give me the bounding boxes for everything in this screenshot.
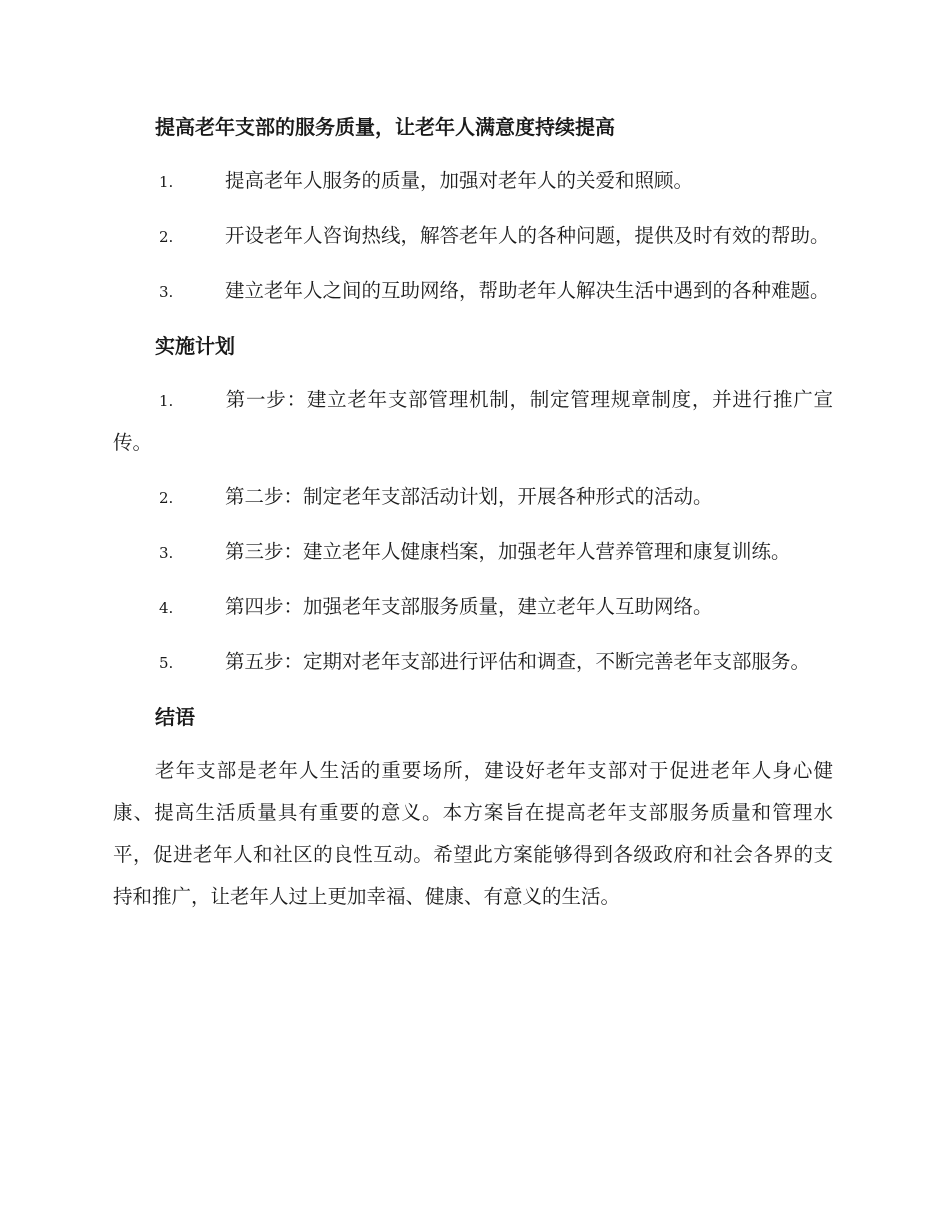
list-item-text: 第一步：建立老年支部管理机制，制定管理规章制度，并进行推广宣传。 xyxy=(113,388,833,454)
section-heading-implementation-plan: 实施计划 xyxy=(155,334,235,358)
list-item-number: 2. xyxy=(159,228,174,246)
list-item xyxy=(113,160,833,203)
list-item-number: 2. xyxy=(159,489,174,507)
list-item-text: 第三步：建立老年人健康档案，加强老年人营养管理和康复训练。 xyxy=(225,540,791,563)
list-item-text: 第四步：加强老年支部服务质量，建立老年人互助网络。 xyxy=(225,595,713,618)
list-item xyxy=(113,215,833,258)
list-item xyxy=(113,270,833,313)
list-item-text: 建立老年人之间的互助网络，帮助老年人解决生活中遇到的各种难题。 xyxy=(225,279,830,302)
section-heading-service-quality: 提高老年支部的服务质量，让老年人满意度持续提高 xyxy=(155,115,615,139)
document-page xyxy=(113,106,833,918)
list-item xyxy=(113,641,833,684)
list-item xyxy=(113,379,833,464)
list-item-number: 1. xyxy=(159,392,174,410)
conclusion-paragraph: 老年支部是老年人生活的重要场所，建设好老年支部对于促进老年人身心健康、提高生活质量具有重要的意义。本方案旨在提高老年支部服务质量和管理水平，促进老年人和社区的良性互动。希望此方案能够得到各级政府和社会各界的支持和推广，让老年人过上更加幸福、健康、有意义的生活。 xyxy=(113,759,833,908)
list-item-text: 第五步：定期对老年支部进行评估和调查，不断完善老年支部服务。 xyxy=(225,650,811,673)
list-item xyxy=(113,476,833,519)
list-item-text: 开设老年人咨询热线，解答老年人的各种问题，提供及时有效的帮助。 xyxy=(225,224,830,247)
list-item-text: 第二步：制定老年支部活动计划，开展各种形式的活动。 xyxy=(225,485,713,508)
list-item-number: 3. xyxy=(159,283,174,301)
list-item-number: 4. xyxy=(159,599,174,617)
list-item xyxy=(113,531,833,574)
list-item xyxy=(113,586,833,629)
list-item-number: 5. xyxy=(159,654,174,672)
list-item-number: 3. xyxy=(159,544,174,562)
list-item-number: 1. xyxy=(159,173,174,191)
section-heading-conclusion: 结语 xyxy=(155,705,195,729)
list-item-text: 提高老年人服务的质量，加强对老年人的关爱和照顾。 xyxy=(225,169,694,192)
